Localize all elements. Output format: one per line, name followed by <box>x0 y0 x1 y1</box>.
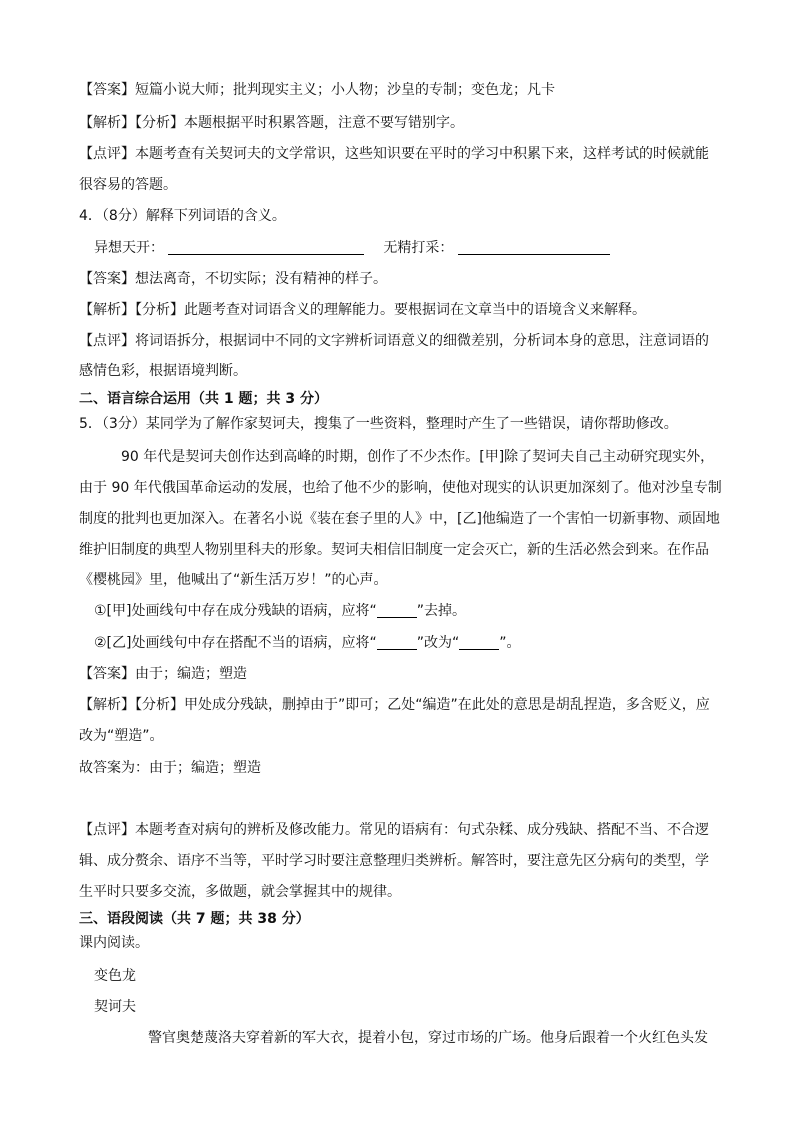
q4-analysis: 【解析】【分析】此题考查对词语含义的理解能力。要根据词在文章当中的语境含义来解释。 <box>79 302 646 318</box>
q4-comment-line2: 感情色彩，根据语境判断。 <box>79 363 247 379</box>
q3-answer: 【答案】短篇小说大师；批判现实主义；小人物；沙皇的专制；变色龙；凡卡 <box>79 82 555 98</box>
section-3-heading: 三、语段阅读（共 7 题；共 38 分） <box>79 911 310 927</box>
q5-answer: 【答案】由于；编造；塑造 <box>79 666 247 682</box>
q5-analysis-line2: 改为“塑造”。 <box>79 728 164 744</box>
q3-analysis: 【解析】【分析】本题根据平时积累答题，注意不要写错别字。 <box>79 115 464 131</box>
q4-comment-line1: 【点评】将词语拆分，根据词中不同的文字辨析词语意义的细微差别，分析词本身的意思，注意词语的 <box>79 333 709 349</box>
q5-item1-blank[interactable] <box>377 603 417 618</box>
q5-passage-line3: 制度的批判也更加深入。在著名小说《装在套子里的人》中，[乙]他编造了一个害怕一切新事物、顽固地 <box>79 511 720 527</box>
q4-answer: 【答案】想法离奇，不切实际；没有精神的样子。 <box>79 271 387 287</box>
q5-item2-blank-b[interactable] <box>459 635 499 650</box>
reading-first-line: 警官奥楚蔑洛夫穿着新的军大衣，提着小包，穿过市场的广场。他身后跟着一个火红色头发 <box>148 1030 708 1046</box>
q3-comment-line2: 很容易的答题。 <box>79 177 177 193</box>
reading-title: 变色龙 <box>94 968 136 984</box>
q5-comment-line3: 生平时只要多交流，多做题，就会掌握其中的规律。 <box>79 884 401 900</box>
q5-item2-blank-a[interactable] <box>377 635 417 650</box>
q5-analysis-line1: 【解析】【分析】甲处成分残缺，删掉由于”即可；乙处“编造”在此处的意思是胡乱捏造，多含贬义，应 <box>79 697 710 713</box>
q5-item1: ①[甲]处画线句中存在成分残缺的语病，应将“ ”去掉。 <box>94 603 466 619</box>
q5-comment-line2: 辑、成分赘余、语序不当等，平时学习时要注意整理归类辨析。解答时，要注意先区分病句的类型，学 <box>79 853 709 869</box>
q5-passage-line5: 《樱桃园》里，他喊出了“新生活万岁！”的心声。 <box>79 572 388 588</box>
q5-item2: ②[乙]处画线句中存在搭配不当的语病，应将“ ”改为“ ”。 <box>94 635 521 651</box>
q5-passage-line4: 维护旧制度的典型人物别里科夫的形象。契诃夫相信旧制度一定会灭亡，新的生活必然会到来。在作品 <box>79 542 709 558</box>
q4-term2: 无精打采： <box>383 240 454 256</box>
q4-terms-row <box>94 238 610 258</box>
q5-stem: 5．（3分）某同学为了解作家契诃夫，搜集了一些资料，整理时产生了一些错误，请你帮助修改。 <box>79 416 678 432</box>
q5-comment-line1: 【点评】本题考查对病句的辨析及修改能力。常见的语病有：句式杂糅、成分残缺、搭配不当、不合逻 <box>79 822 709 838</box>
q5-passage-line1: 90 年代是契诃夫创作达到高峰的时期，创作了不少杰作。[甲]除了契诃夫自己主动研究现实外， <box>121 449 715 465</box>
q3-comment-line1: 【点评】本题考查有关契诃夫的文学常识，这些知识要在平时的学习中积累下来，这样考试的时候就能 <box>79 146 709 162</box>
q4-stem: 4．（8分）解释下列词语的含义。 <box>79 208 286 224</box>
reading-intro: 课内阅读。 <box>79 935 149 951</box>
q5-final-answer: 故答案为：由于；编造；塑造 <box>79 760 261 776</box>
reading-author: 契诃夫 <box>94 999 136 1015</box>
q4-term1-blank[interactable] <box>168 240 364 255</box>
q4-term2-blank[interactable] <box>458 240 610 255</box>
section-2-heading: 二、语言综合运用（共 1 题；共 3 分） <box>79 391 328 407</box>
q5-passage-line2: 由于 90 年代俄国革命运动的发展，也给了他不少的影响，使他对现实的认识更加深刻了。他对沙皇专制 <box>79 480 722 496</box>
q4-term1: 异想天开： <box>94 240 164 256</box>
